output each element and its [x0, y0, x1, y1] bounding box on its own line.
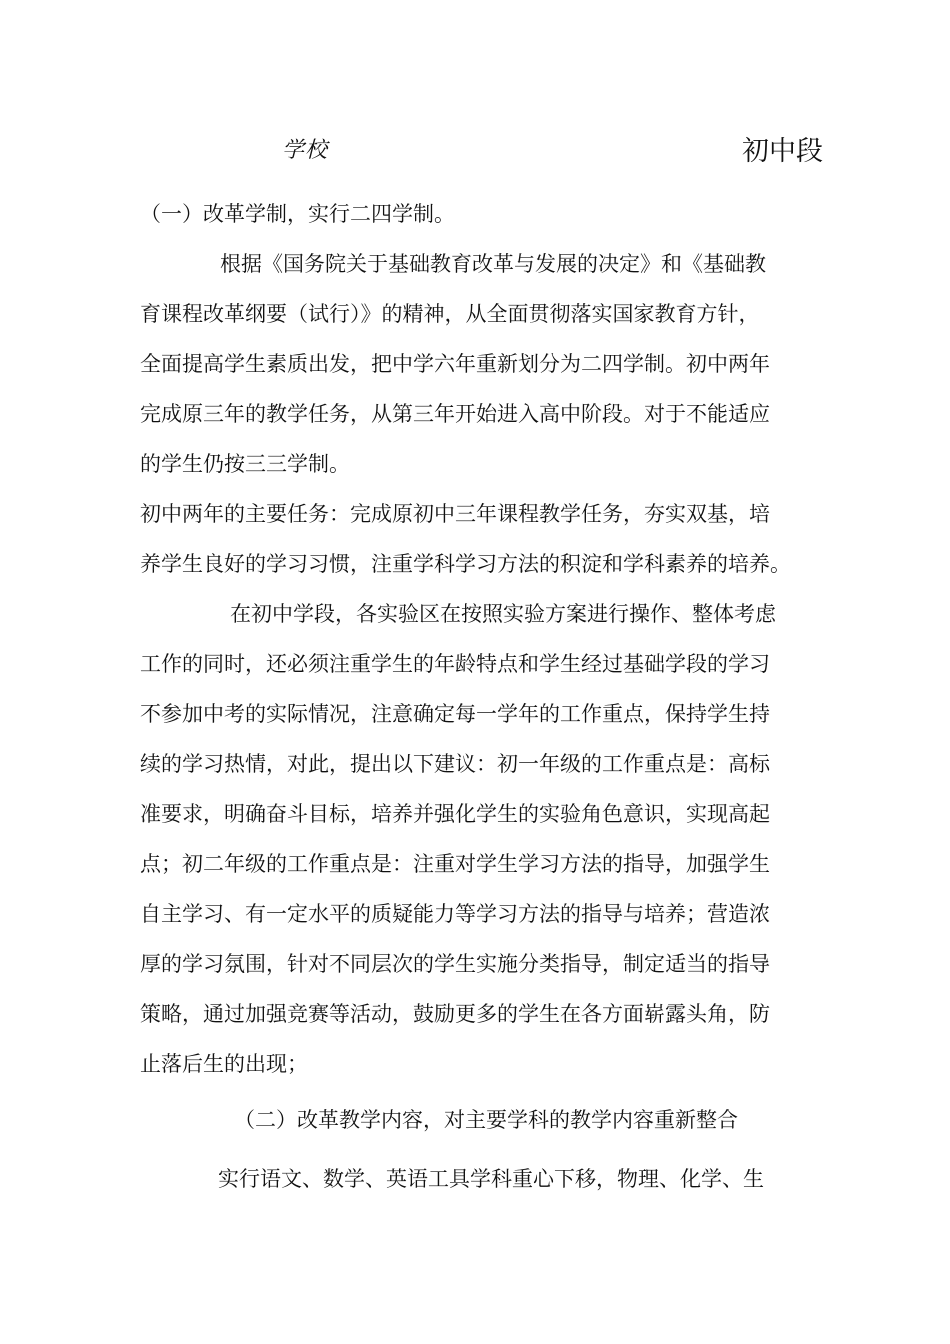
section-heading-1: （一）改革学制，实行二四学制。	[140, 202, 455, 226]
paragraph-3-line-1: 在初中学段，各实验区在按照实验方案进行操作、整体考虑	[230, 602, 776, 626]
paragraph-1-line-4: 完成原三年的教学任务，从第三年开始进入高中阶段。对于不能适应	[140, 402, 770, 426]
paragraph-3-line-8: 厚的学习氛围，针对不同层次的学生实施分类指导，制定适当的指导	[140, 952, 770, 976]
paragraph-1-line-1: 根据《国务院关于基础教育改革与发展的决定》和《基础教	[220, 252, 766, 276]
section-heading-2: （二）改革教学内容，对主要学科的教学内容重新整合	[234, 1108, 738, 1132]
paragraph-3-line-2: 工作的同时，还必须注重学生的年龄特点和学生经过基础学段的学习	[140, 652, 770, 676]
paragraph-3-line-7: 自主学习、有一定水平的质疑能力等学习方法的指导与培养；营造浓	[140, 902, 770, 926]
paragraph-3-line-3: 不参加中考的实际情况，注意确定每一学年的工作重点，保持学生持	[140, 702, 770, 726]
paragraph-3-line-10: 止落后生的出现；	[140, 1052, 308, 1076]
paragraph-3-line-6: 点；初二年级的工作重点是：注重对学生学习方法的指导，加强学生	[140, 852, 770, 876]
paragraph-4-line-1: 实行语文、数学、英语工具学科重心下移，物理、化学、生	[218, 1167, 764, 1191]
header-section: 初中段	[742, 136, 823, 167]
paragraph-3-line-9: 策略，通过加强竞赛等活动，鼓励更多的学生在各方面崭露头角，防	[140, 1002, 770, 1026]
paragraph-1-line-3: 全面提高学生素质出发，把中学六年重新划分为二四学制。初中两年	[140, 352, 770, 376]
paragraph-3-line-4: 续的学习热情，对此，提出以下建议：初一年级的工作重点是：高标	[140, 752, 770, 776]
paragraph-3-line-5: 准要求，明确奋斗目标，培养并强化学生的实验角色意识，实现高起	[140, 802, 770, 826]
paragraph-1-line-2: 育课程改革纲要（试行）》的精神，从全面贯彻落实国家教育方针，	[140, 302, 760, 326]
header-school: 学校	[282, 138, 329, 163]
paragraph-2-line-2: 养学生良好的学习习惯，注重学科学习方法的积淀和学科素养的培养。	[140, 552, 791, 576]
paragraph-1-line-5: 的学生仍按三三学制。	[140, 452, 350, 476]
paragraph-2-line-1: 初中两年的主要任务：完成原初中三年课程教学任务，夯实双基，培	[140, 502, 770, 526]
